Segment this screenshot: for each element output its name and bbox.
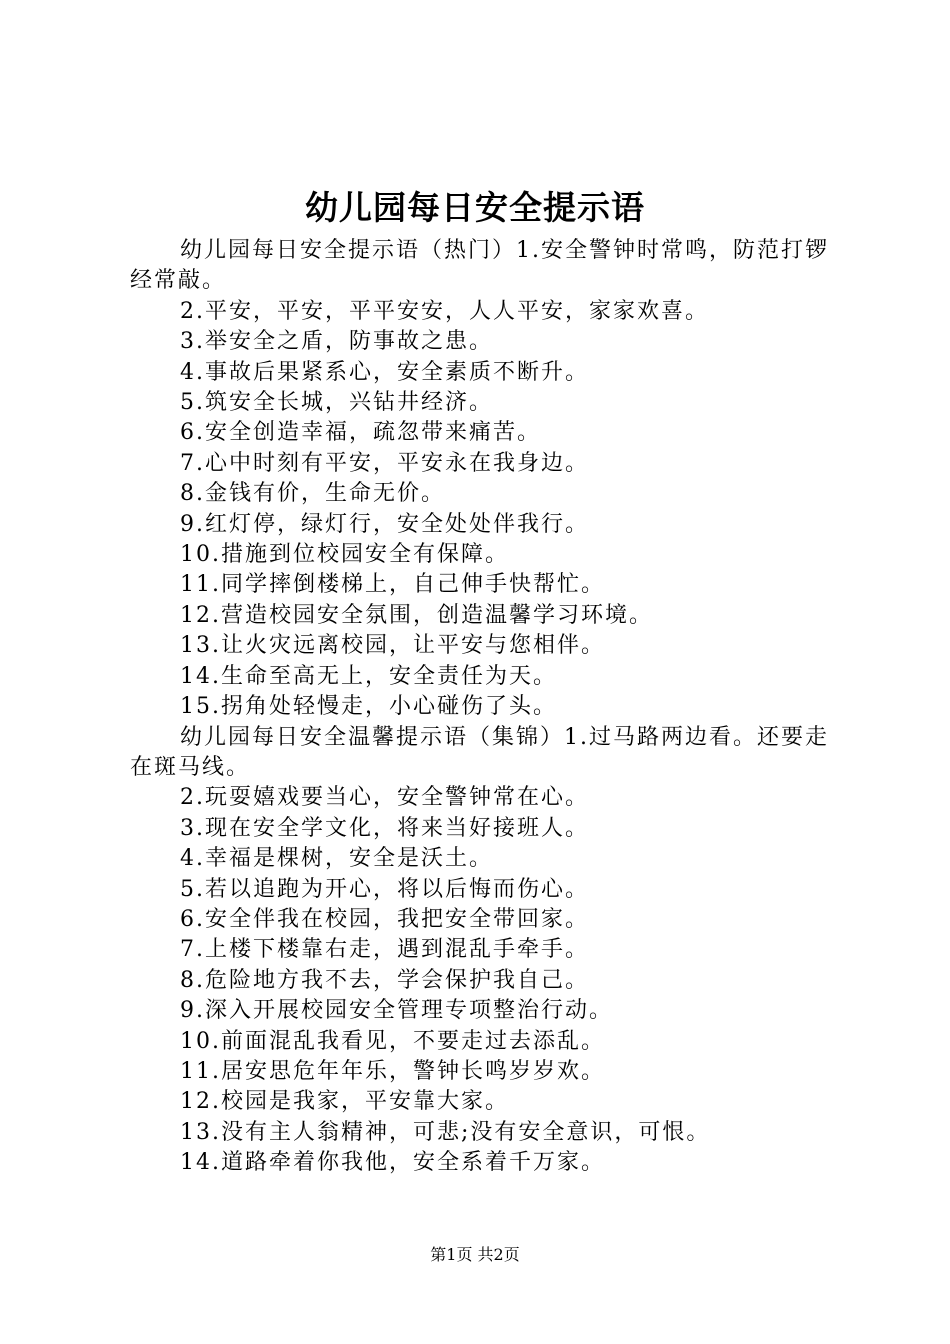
paragraph: 8.金钱有价，生命无价。 [180, 481, 445, 507]
paragraph: 3.举安全之盾，防事故之患。 [180, 329, 493, 355]
paragraph: 6.安全伴我在校园，我把安全带回家。 [180, 906, 589, 932]
paragraph: 7.上楼下楼靠右走，遇到混乱手牵手。 [180, 937, 589, 963]
paragraph: 4.幸福是棵树，安全是沃土。 [180, 846, 493, 872]
paragraph: 9.红灯停，绿灯行，安全处处伴我行。 [180, 511, 589, 537]
paragraph: 5.筑安全长城，兴钻井经济。 [180, 390, 493, 416]
document-body [130, 236, 830, 1179]
paragraph: 7.心中时刻有平安，平安永在我身边。 [180, 450, 589, 476]
page-title: 幼儿园每日安全提示语 [305, 188, 645, 227]
paragraph: 8.危险地方我不去，学会保护我自己。 [180, 967, 589, 993]
page-footer: 第1页 共2页 [430, 1245, 520, 1264]
paragraph: 2.平安，平安，平平安安，人人平安，家家欢喜。 [180, 298, 709, 324]
paragraph: 10.前面混乱我看见，不要走过去添乱。 [180, 1028, 605, 1054]
paragraph: 11.居安思危年年乐，警钟长鸣岁岁欢。 [180, 1058, 605, 1084]
paragraph: 9.深入开展校园安全管理专项整治行动。 [180, 998, 613, 1024]
paragraph: 4.事故后果紧系心，安全素质不断升。 [180, 359, 589, 385]
paragraph: 14.道路牵着你我他，安全系着千万家。 [180, 1150, 605, 1176]
paragraph: 6.安全创造幸福，疏忽带来痛苦。 [180, 420, 541, 446]
paragraph: 3.现在安全学文化，将来当好接班人。 [180, 815, 589, 841]
paragraph: 14.生命至高无上，安全责任为天。 [180, 663, 557, 689]
paragraph: 2.玩耍嬉戏要当心，安全警钟常在心。 [180, 785, 589, 811]
paragraph: 13.没有主人翁精神，可悲;没有安全意识，可恨。 [180, 1119, 711, 1145]
paragraph: 15.拐角处轻慢走，小心碰伤了头。 [180, 694, 557, 720]
paragraph: 12.营造校园安全氛围，创造温馨学习环境。 [180, 602, 653, 628]
paragraph: 11.同学摔倒楼梯上，自己伸手快帮忙。 [180, 572, 605, 598]
paragraph: 12.校园是我家，平安靠大家。 [180, 1089, 509, 1115]
paragraph: 幼儿园每日安全提示语（热门）1.安全警钟时常鸣，防范打锣经常敲。 [130, 238, 829, 294]
paragraph: 幼儿园每日安全温馨提示语（集锦）1.过马路两边看。还要走在斑马线。 [130, 724, 829, 780]
paragraph: 5.若以追跑为开心，将以后悔而伤心。 [180, 876, 589, 902]
paragraph: 10.措施到位校园安全有保障。 [180, 542, 509, 568]
paragraph: 13.让火灾远离校园，让平安与您相伴。 [180, 633, 605, 659]
